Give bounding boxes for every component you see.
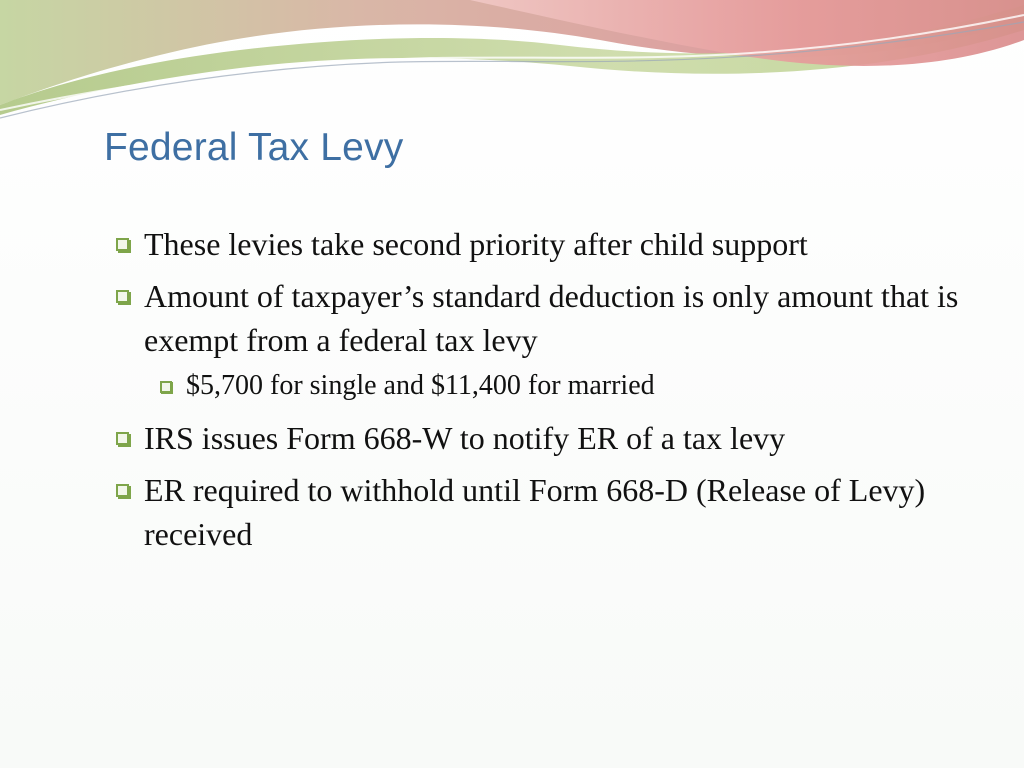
square-bullet-icon — [116, 238, 129, 251]
square-bullet-icon — [116, 290, 129, 303]
bullet-text: Amount of taxpayer’s standard deduction is only amount that is exempt from a federal tax levy — [144, 278, 959, 358]
sub-bullet-text: $5,700 for single and $11,400 for married — [186, 370, 655, 401]
decorative-wave-header — [0, 0, 1024, 140]
sub-bullet-item — [112, 368, 992, 404]
bullet-list — [112, 222, 992, 564]
slide-title: Federal Tax Levy — [104, 126, 404, 169]
bullet-item — [112, 468, 992, 556]
bullet-item — [112, 416, 992, 460]
bullet-text: These levies take second priority after child support — [144, 226, 808, 262]
bullet-text: ER required to withhold until Form 668-D (Release of Levy) received — [144, 472, 926, 552]
square-bullet-icon — [160, 381, 172, 393]
bullet-item — [112, 222, 992, 266]
bullet-item — [112, 274, 992, 362]
square-bullet-icon — [116, 432, 129, 445]
bullet-text: IRS issues Form 668-W to notify ER of a tax levy — [144, 420, 786, 456]
square-bullet-icon — [116, 484, 129, 497]
